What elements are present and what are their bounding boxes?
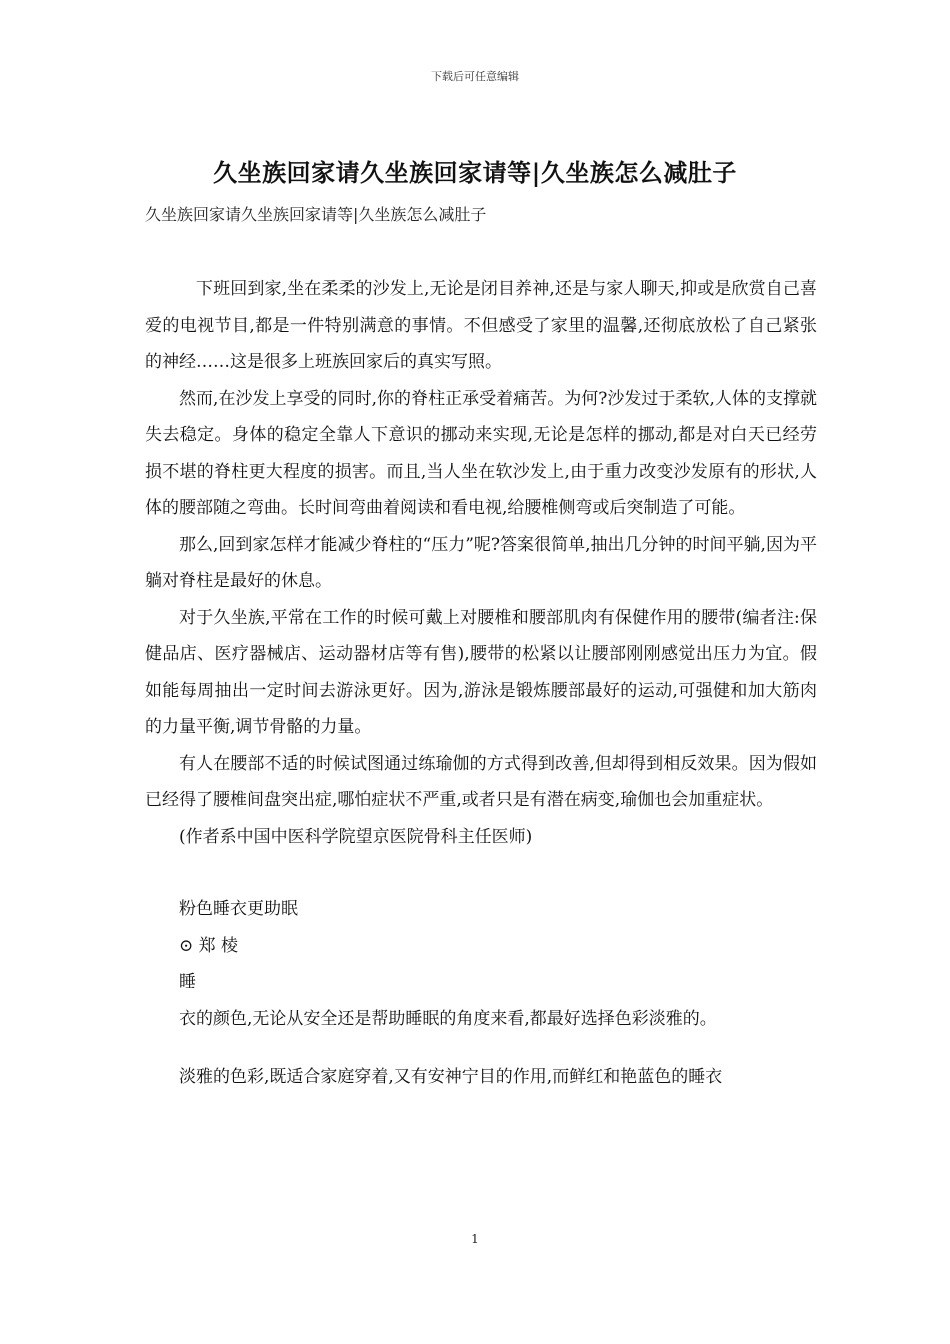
author-note: (作者系中国中医科学院望京医院骨科主任医师)	[179, 826, 533, 847]
section-line-2: 淡雅的色彩,既适合家庭穿着,又有安神宁目的作用,而鲜红和艳蓝色的睡衣	[179, 1067, 723, 1087]
page-number: 1	[471, 1232, 479, 1246]
section-line-1: 衣的颜色,无论从安全还是帮助睡眠的角度来看,都最好选择色彩淡雅的。	[179, 1008, 717, 1029]
line-gap	[145, 1037, 817, 1059]
header-note: 下载后可任意编辑	[431, 70, 519, 83]
section-gap	[145, 855, 817, 891]
section-heading: 粉色睡衣更助眠	[179, 899, 298, 919]
document-body	[145, 271, 817, 1096]
document-title: 久坐族回家请久坐族回家请等|久坐族怎么减肚子	[213, 158, 737, 187]
paragraph-3: 那么,回到家怎样才能减少脊柱的“压力”呢?答案很简单,抽出几分钟的时间平躺,因为平躺对脊柱是最好的休息。	[145, 534, 817, 591]
paragraph-2: 然而,在沙发上享受的同时,你的脊柱正承受着痛苦。为何?沙发过于柔软,人体的支撑就失去稳定。身体的稳定全靠人下意识的挪动来实现,无论是怎样的挪动,都是对白天已经劳损不堪的脊柱更大程度的损害。而且,当人坐在软沙发上,由于重力改变沙发原有的形状,人体的腰部随之弯曲。长时间弯曲着阅读和看电视,给腰椎侧弯或后突制造了可能。	[145, 388, 817, 518]
dropcap-line: 睡	[179, 972, 196, 992]
paragraph-4: 对于久坐族,平常在工作的时候可戴上对腰椎和腰部肌肉有保健作用的腰带(编者注:保健品店、医疗器械店、运动器材店等有售),腰带的松紧以让腰部刚刚感觉出压力为宜。假如能每周抽出一定时间去游泳更好。因为,游泳是锻炼腰部最好的运动,可强健和加大筋肉的力量平衡,调节骨骼的力量。	[145, 607, 817, 737]
paragraph-1: 下班回到家,坐在柔柔的沙发上,无论是闭目养神,还是与家人聊天,抑或是欣赏自己喜爱的电视节目,都是一件特别满意的事情。不但感受了家里的温馨,还彻底放松了自己紧张的神经……这是很多上班族回家后的真实写照。	[145, 279, 817, 372]
paragraph-5: 有人在腰部不适的时候试图通过练瑜伽的方式得到改善,但却得到相反效果。因为假如已经得了腰椎间盘突出症,哪怕症状不严重,或者只是有潜在病变,瑜伽也会加重症状。	[145, 753, 817, 810]
section-author: ⊙ 郑 棱	[179, 935, 239, 956]
document-subtitle: 久坐族回家请久坐族回家请等|久坐族怎么减肚子	[145, 205, 487, 224]
